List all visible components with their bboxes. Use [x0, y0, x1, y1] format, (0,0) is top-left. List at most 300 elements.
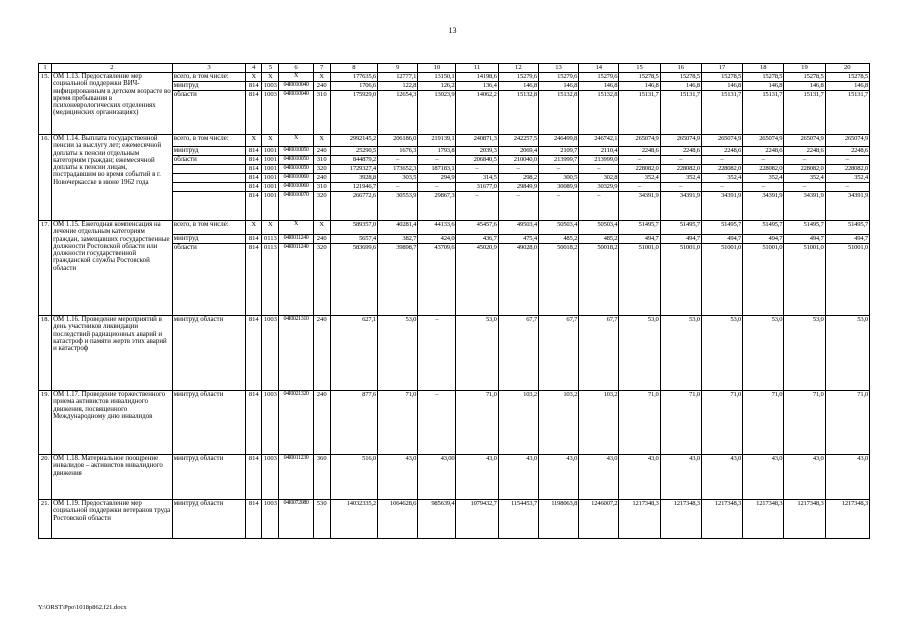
amount-cell: 15131,7 — [619, 91, 660, 135]
table-row — [39, 316, 870, 391]
amount-cell: – — [456, 165, 498, 174]
amount-cell: 494,7 — [660, 235, 701, 244]
amount-cell: 1676,3 — [378, 147, 418, 156]
amount-cell: 294,9 — [418, 174, 456, 183]
measure-name: ОМ 1.17. Проведение торжественного приема активистов инвалидного движения, посвященного Международному дню инвалидов — [52, 391, 173, 455]
amount-cell: 246742,1 — [579, 135, 619, 147]
amount-cell: 146,8 — [579, 82, 619, 91]
amount-cell: 43,0 — [825, 455, 869, 500]
amount-cell: 173652,3 — [378, 165, 418, 174]
amount-cell: 53,0 — [619, 316, 660, 391]
amount-cell: 877,6 — [330, 391, 377, 455]
budget-code-c6: 04I0021310 — [279, 316, 313, 391]
budget-code-c5: 1003 — [263, 82, 277, 89]
budget-code-c7: X — [313, 221, 330, 235]
budget-code-c7: 240 — [313, 82, 330, 91]
column-header-1: 1 — [39, 64, 52, 73]
amount-cell: 352,4 — [784, 174, 825, 183]
budget-code-c5: X — [262, 135, 279, 147]
amount-cell: 39898,7 — [378, 244, 418, 316]
measure-name: ОМ 1.19. Предоставление мер социальной поддержки ветеранов труда Ростовской области — [52, 500, 173, 539]
amount-cell: 51001,0 — [619, 244, 660, 316]
column-header-3: 3 — [172, 64, 245, 73]
executor-cell: минтруд — [172, 82, 245, 91]
amount-cell: 71,0 — [825, 391, 869, 455]
amount-cell: 242257,5 — [498, 135, 538, 147]
amount-cell: 265074,9 — [660, 135, 701, 147]
amount-cell: 1217348,3 — [784, 500, 825, 539]
amount-cell: – — [660, 156, 701, 165]
executor-cell — [172, 174, 245, 183]
amount-cell: 50018,2 — [579, 244, 619, 316]
amount-cell: – — [378, 156, 418, 165]
executor-cell: минтруд области — [172, 455, 245, 500]
amount-cell: 300,5 — [538, 174, 578, 183]
budget-code-c7: 240 — [313, 147, 330, 156]
amount-cell: 516,0 — [330, 455, 377, 500]
amount-cell: 43,0 — [784, 455, 825, 500]
measure-name: ОМ 1.18. Материальное поощрение инвалидов – активистов инвалидного движения — [52, 455, 173, 500]
budget-code-c4: 814 — [246, 244, 262, 316]
amount-cell: 15279,6 — [498, 73, 538, 82]
amount-cell: 15278,5 — [784, 73, 825, 82]
amount-cell: 146,8 — [498, 82, 538, 91]
budget-code-c6: 04I0010050 — [279, 156, 313, 165]
budget-code-c7: 240 — [313, 174, 330, 183]
budget-code-c7: 320 — [313, 165, 330, 174]
budget-code-c6: 04I0010040 — [279, 91, 313, 135]
amount-cell: – — [701, 183, 742, 192]
amount-cell: 30329,9 — [579, 183, 619, 192]
amount-cell: – — [660, 183, 701, 192]
amount-cell: 15278,5 — [701, 73, 742, 82]
column-header-6: 6 — [279, 64, 313, 73]
budget-code-c5: 1003 — [262, 316, 279, 391]
amount-cell: 15278,5 — [660, 73, 701, 82]
executor-cell: области — [172, 156, 245, 165]
executor-cell: всего, в том числе: — [172, 221, 245, 235]
amount-cell: – — [619, 156, 660, 165]
executor-cell: всего, в том числе: — [172, 73, 245, 82]
budget-code-c7: 240 — [313, 235, 330, 244]
amount-cell: – — [784, 156, 825, 165]
budget-code-c5: 1001 — [263, 174, 277, 181]
row-index: 15. — [39, 73, 52, 135]
amount-cell: 1793,8 — [418, 147, 456, 156]
amount-cell: 43,0 — [660, 455, 701, 500]
budget-code-c5: 1001 — [263, 183, 277, 190]
amount-cell: – — [418, 183, 456, 192]
executor-cell — [172, 165, 245, 174]
amount-cell: 228082,0 — [825, 165, 869, 174]
executor-cell — [172, 183, 245, 192]
budget-code-c4: 814 — [246, 156, 262, 165]
amount-cell: 15131,7 — [825, 91, 869, 135]
amount-cell: 51001,0 — [743, 244, 784, 316]
amount-cell: – — [825, 156, 869, 165]
budget-code-c7: 310 — [313, 91, 330, 135]
amount-cell: 122,8 — [378, 82, 418, 91]
amount-cell: 228082,0 — [701, 165, 742, 174]
amount-cell: 43,0 — [743, 455, 784, 500]
amount-cell: 206186,0 — [378, 135, 418, 147]
amount-cell: – — [784, 183, 825, 192]
measure-name: ОМ 1.13. Предоставление мер социальной поддержки ВИЧ-инфицированным в детском возрасте во время пребывания в психоневрологических отделениях (медицинских организациях) — [52, 73, 173, 135]
amount-cell: 2069,4 — [498, 147, 538, 156]
amount-cell: 2248,6 — [619, 147, 660, 156]
amount-cell: 51001,0 — [660, 244, 701, 316]
amount-cell: – — [498, 165, 538, 174]
executor-cell: всего, в том числе: — [172, 135, 245, 147]
amount-cell: 494,7 — [784, 235, 825, 244]
amount-cell: 485,2 — [579, 235, 619, 244]
amount-cell: 51495,7 — [660, 221, 701, 235]
row-index: 19. — [39, 391, 52, 455]
row-index: 17. — [39, 221, 52, 316]
amount-cell: 583699,6 — [330, 244, 377, 316]
amount-cell: 15131,7 — [784, 91, 825, 135]
amount-cell: 71,0 — [784, 391, 825, 455]
amount-cell: 45457,6 — [456, 221, 498, 235]
amount-cell: 49503,4 — [498, 221, 538, 235]
amount-cell: 2248,6 — [660, 147, 701, 156]
column-header-14: 14 — [579, 64, 619, 73]
amount-cell: 30553,9 — [378, 192, 418, 221]
budget-code-c5: 1003 — [262, 391, 279, 455]
amount-cell: 1246007,2 — [579, 500, 619, 539]
budget-code-c7: 240 — [313, 316, 330, 391]
amount-cell: 71,0 — [619, 391, 660, 455]
budget-table — [38, 63, 870, 539]
budget-code-c5: 1001 — [263, 147, 277, 154]
amount-cell: 51001,0 — [784, 244, 825, 316]
amount-cell: 265074,9 — [619, 135, 660, 147]
budget-code-c7: X — [313, 135, 330, 147]
row-index: 18. — [39, 316, 52, 391]
amount-cell: 298,2 — [498, 174, 538, 183]
amount-cell: 29867,3 — [418, 192, 456, 221]
table-row — [39, 391, 870, 455]
amount-cell: 43,0 — [701, 455, 742, 500]
amount-cell: – — [579, 192, 619, 221]
budget-code-c5: 1001 — [263, 165, 277, 172]
budget-code-c4: X — [246, 73, 262, 82]
amount-cell: 67,7 — [498, 316, 538, 391]
amount-cell: 352,4 — [701, 174, 742, 183]
amount-cell: 1064628,6 — [378, 500, 418, 539]
amount-cell: – — [825, 183, 869, 192]
budget-code-c6: 04I0010050 — [279, 147, 313, 156]
amount-cell: 352,4 — [825, 174, 869, 183]
amount-cell: 352,4 — [619, 174, 660, 183]
amount-cell: 266772,6 — [330, 192, 377, 221]
amount-cell: 3928,8 — [330, 174, 377, 183]
amount-cell: – — [538, 192, 578, 221]
budget-code-c6: 04I0011240 — [279, 244, 313, 316]
amount-cell: 175929,0 — [330, 91, 377, 135]
amount-cell: 2248,6 — [825, 147, 869, 156]
amount-cell: 627,1 — [330, 316, 377, 391]
amount-cell: 240871,3 — [456, 135, 498, 147]
budget-code-c7: 240 — [313, 391, 330, 455]
budget-code-c7: X — [313, 73, 330, 82]
table-row — [39, 135, 870, 147]
row-index: 16. — [39, 135, 52, 221]
amount-cell: – — [418, 316, 456, 391]
amount-cell: 50018,2 — [538, 244, 578, 316]
amount-cell: – — [418, 391, 456, 455]
column-header-18: 18 — [743, 64, 784, 73]
amount-cell: 146,8 — [825, 82, 869, 91]
column-header-20: 20 — [825, 64, 869, 73]
amount-cell: 15131,7 — [743, 91, 784, 135]
amount-cell: 15278,5 — [743, 73, 784, 82]
budget-code-c4: 814 — [246, 455, 262, 500]
budget-code-c6: 04I0010060 — [279, 183, 313, 192]
amount-cell: 43,0 — [538, 455, 578, 500]
column-header-2: 2 — [52, 64, 173, 73]
budget-code-c6: 04I0011240 — [279, 235, 313, 244]
amount-cell: 314,5 — [456, 174, 498, 183]
column-header-8: 8 — [330, 64, 377, 73]
executor-cell: минтруд области — [172, 391, 245, 455]
amount-cell: 44133,6 — [418, 221, 456, 235]
amount-cell: 2248,6 — [701, 147, 742, 156]
amount-cell: 1706,6 — [330, 82, 377, 91]
budget-code-c4: 814 — [246, 147, 262, 156]
amount-cell: 53,0 — [378, 316, 418, 391]
amount-cell: 494,7 — [825, 235, 869, 244]
amount-cell: 51495,7 — [784, 221, 825, 235]
amount-cell: 228082,0 — [619, 165, 660, 174]
budget-code-c4: 814 — [246, 174, 262, 183]
amount-cell: 210040,0 — [498, 156, 538, 165]
amount-cell: 51001,0 — [825, 244, 869, 316]
amount-cell: 15132,8 — [538, 91, 578, 135]
amount-cell: 121946,7 — [330, 183, 377, 192]
amount-cell: 1729327,4 — [330, 165, 377, 174]
amount-cell: 228082,0 — [784, 165, 825, 174]
budget-code-c4: 814 — [246, 82, 262, 91]
amount-cell: 1217348,3 — [619, 500, 660, 539]
amount-cell: 2248,6 — [743, 147, 784, 156]
column-header-11: 11 — [456, 64, 498, 73]
amount-cell: 424,0 — [418, 235, 456, 244]
column-header-13: 13 — [538, 64, 578, 73]
row-index: 20. — [39, 455, 52, 500]
column-header-15: 15 — [619, 64, 660, 73]
budget-code-c4: X — [246, 221, 262, 235]
amount-cell: 51495,7 — [619, 221, 660, 235]
amount-cell: 352,4 — [660, 174, 701, 183]
amount-cell: – — [538, 165, 578, 174]
amount-cell: 43,0 — [619, 455, 660, 500]
amount-cell: – — [619, 183, 660, 192]
budget-code-c6: X — [279, 221, 313, 235]
executor-cell — [172, 192, 245, 221]
amount-cell: 265074,9 — [701, 135, 742, 147]
amount-cell: 43,0 — [579, 455, 619, 500]
budget-code-c5: 1001 — [263, 156, 277, 163]
executor-cell: минтруд — [172, 147, 245, 156]
footer-file-path: Y:\ORST\Ppo\1018p862.f21.docx — [38, 604, 127, 611]
amount-cell: 15131,7 — [701, 91, 742, 135]
budget-code-c5: X — [262, 73, 279, 82]
budget-code-c6: 04I0011230 — [279, 455, 313, 500]
amount-cell: 14198,6 — [456, 73, 498, 82]
amount-cell: 43709,6 — [418, 244, 456, 316]
amount-cell: 43,0 — [378, 455, 418, 500]
budget-code-c6: X — [279, 135, 313, 147]
amount-cell: 382,7 — [378, 235, 418, 244]
executor-cell: минтруд области — [172, 316, 245, 391]
amount-cell: 213999,7 — [538, 156, 578, 165]
budget-code-c4: 814 — [246, 235, 262, 244]
amount-cell: 51495,7 — [743, 221, 784, 235]
budget-code-c7: 530 — [313, 500, 330, 539]
amount-cell: 589357,0 — [330, 221, 377, 235]
amount-cell: 213999,0 — [579, 156, 619, 165]
budget-code-c4: 814 — [246, 500, 262, 539]
amount-cell: 15131,7 — [660, 91, 701, 135]
budget-code-c4: 814 — [246, 183, 262, 192]
amount-cell: 43,0 — [498, 455, 538, 500]
amount-cell: 34391,9 — [660, 192, 701, 221]
amount-cell: 53,0 — [825, 316, 869, 391]
amount-cell: 40281,4 — [378, 221, 418, 235]
amount-cell: 136,4 — [456, 82, 498, 91]
budget-code-c4: 814 — [246, 192, 262, 221]
amount-cell: – — [498, 192, 538, 221]
amount-cell: 2039,3 — [456, 147, 498, 156]
budget-table-container — [38, 63, 870, 539]
amount-cell: 25290,5 — [330, 147, 377, 156]
amount-cell: – — [743, 183, 784, 192]
amount-cell: 31677,0 — [456, 183, 498, 192]
budget-code-c6: 04I0010070 — [279, 192, 313, 221]
amount-cell: 103,2 — [579, 391, 619, 455]
amount-cell: 103,2 — [538, 391, 578, 455]
amount-cell: 177635,6 — [330, 73, 377, 82]
amount-cell: 2109,7 — [538, 147, 578, 156]
executor-cell: области — [172, 91, 245, 135]
amount-cell: 71,0 — [378, 391, 418, 455]
amount-cell: 51495,7 — [825, 221, 869, 235]
amount-cell: – — [456, 192, 498, 221]
amount-cell: 475,4 — [498, 235, 538, 244]
executor-cell: области — [172, 244, 245, 316]
amount-cell: 34391,9 — [743, 192, 784, 221]
amount-cell: 15132,8 — [498, 91, 538, 135]
budget-code-c5: 1001 — [262, 192, 279, 221]
budget-code-c7: 320 — [313, 244, 330, 316]
amount-cell: 1217348,3 — [660, 500, 701, 539]
amount-cell: 71,0 — [660, 391, 701, 455]
amount-cell: 30089,9 — [538, 183, 578, 192]
amount-cell: 51001,0 — [701, 244, 742, 316]
amount-cell: – — [701, 156, 742, 165]
budget-code-c5: 1003 — [262, 500, 279, 539]
amount-cell: 1217348,3 — [743, 500, 784, 539]
budget-code-c4: 814 — [246, 91, 262, 135]
amount-cell: 985639,4 — [418, 500, 456, 539]
column-header-16: 16 — [660, 64, 701, 73]
amount-cell: 12777,1 — [378, 73, 418, 82]
amount-cell: 146,8 — [660, 82, 701, 91]
column-header-17: 17 — [701, 64, 742, 73]
amount-cell: 14062,2 — [456, 91, 498, 135]
amount-cell: 15132,8 — [579, 91, 619, 135]
amount-cell: 12654,3 — [378, 91, 418, 135]
amount-cell: 53,0 — [456, 316, 498, 391]
amount-cell: 13150,1 — [418, 73, 456, 82]
amount-cell: 45020,9 — [456, 244, 498, 316]
column-header-10: 10 — [418, 64, 456, 73]
amount-cell: 50503,4 — [579, 221, 619, 235]
amount-cell: 494,7 — [701, 235, 742, 244]
amount-cell: 34391,9 — [825, 192, 869, 221]
amount-cell: 71,0 — [743, 391, 784, 455]
amount-cell: 228082,0 — [743, 165, 784, 174]
amount-cell: 146,8 — [619, 82, 660, 91]
amount-cell: 352,4 — [743, 174, 784, 183]
amount-cell: 15279,6 — [579, 73, 619, 82]
column-header-7: 7 — [313, 64, 330, 73]
amount-cell: 2248,6 — [784, 147, 825, 156]
table-row — [39, 221, 870, 235]
column-header-9: 9 — [378, 64, 418, 73]
amount-cell: 51495,7 — [701, 221, 742, 235]
amount-cell: 302,8 — [579, 174, 619, 183]
budget-code-c5: 1003 — [262, 91, 279, 135]
budget-code-c6: X — [279, 73, 313, 82]
amount-cell: 50503,4 — [538, 221, 578, 235]
amount-cell: 15279,6 — [538, 73, 578, 82]
table-row — [39, 455, 870, 500]
amount-cell: 303,5 — [378, 174, 418, 183]
amount-cell: 34391,9 — [619, 192, 660, 221]
table-row — [39, 73, 870, 82]
amount-cell: 1079432,7 — [456, 500, 498, 539]
amount-cell: 265074,9 — [784, 135, 825, 147]
amount-cell: 67,7 — [538, 316, 578, 391]
amount-cell: 34391,9 — [701, 192, 742, 221]
amount-cell: 436,7 — [456, 235, 498, 244]
amount-cell: 53,0 — [701, 316, 742, 391]
budget-code-c7: 310 — [313, 183, 330, 192]
amount-cell: 15278,5 — [825, 73, 869, 82]
amount-cell: 187183,1 — [418, 165, 456, 174]
amount-cell: 2992145,2 — [330, 135, 377, 147]
amount-cell: – — [743, 156, 784, 165]
amount-cell: – — [418, 156, 456, 165]
executor-cell: минтруд области — [172, 500, 245, 539]
page-number: 13 — [448, 26, 457, 35]
budget-code-c7: 320 — [313, 192, 330, 221]
amount-cell: 146,8 — [538, 82, 578, 91]
executor-cell: минтруд — [172, 235, 245, 244]
table-row — [39, 500, 870, 539]
amount-cell: 53,0 — [660, 316, 701, 391]
column-header-19: 19 — [784, 64, 825, 73]
amount-cell: – — [579, 165, 619, 174]
amount-cell: 146,8 — [701, 82, 742, 91]
amount-cell: 228082,0 — [660, 165, 701, 174]
amount-cell: 844879,2 — [330, 156, 377, 165]
column-header-5: 5 — [262, 64, 279, 73]
amount-cell: 126,2 — [418, 82, 456, 91]
amount-cell: 1217348,3 — [701, 500, 742, 539]
